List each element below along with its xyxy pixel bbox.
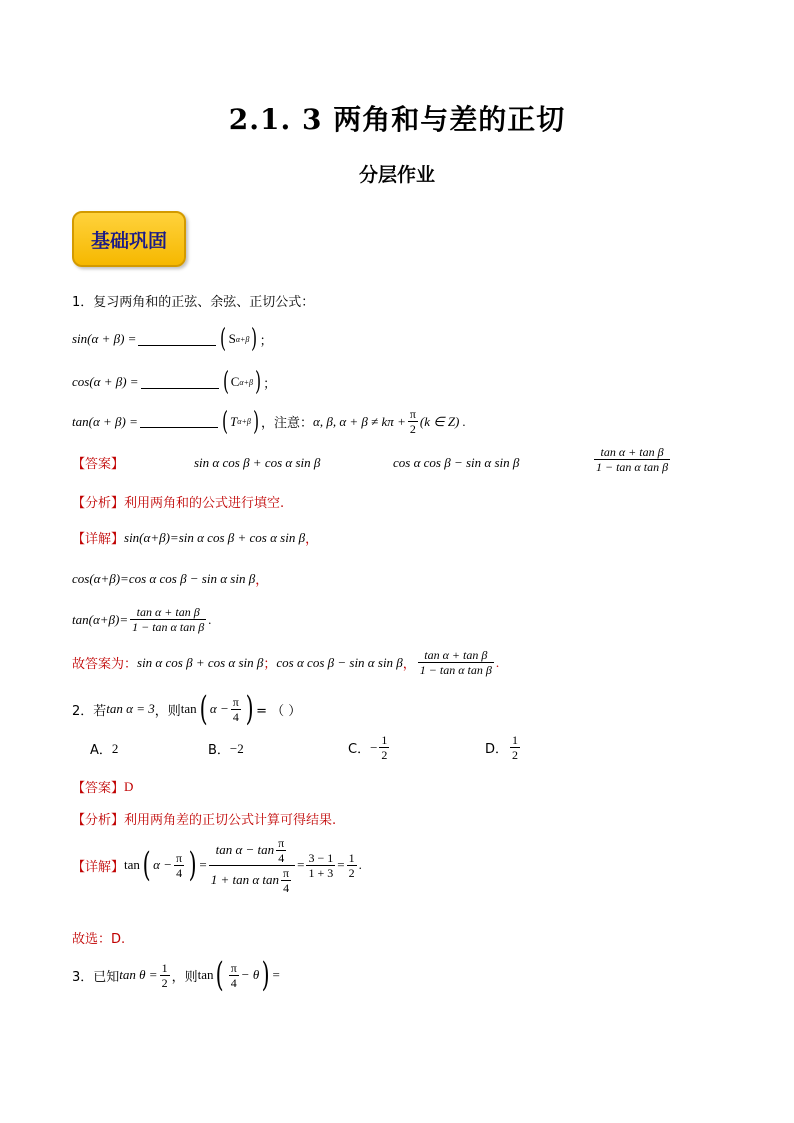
q2-stem: 2．若 tan α = 3 ，则 tan ( α − $\frac{\pi}{4}$ ) = （ ） (72, 689, 302, 729)
q1-row3-sub: α+β (237, 417, 251, 426)
page-title: 2.1. 3 两角和与差的正切 (228, 103, 566, 136)
q1-row1-semi: ； (259, 333, 273, 349)
q1-detail-eq3-frac: $\frac{\text{tan α + tan β}}{\text{1 − tan α tan β}}$ (132, 605, 205, 634)
q1-detail-3: tan(α+β)= $\frac{\text{tan α + tan β}}{\text{1 − tan α tan β}}$ . (72, 605, 212, 634)
page-subtitle: 分层作业 (358, 164, 435, 186)
q1-row2-blank (141, 376, 219, 389)
q1-detail-eq1: sin(α+β)=sin α cos β + cos α sin β (124, 529, 306, 545)
q1-final-1: sin α cos β + cos α sin β (137, 654, 264, 670)
q1-row3-tag: T (230, 413, 238, 429)
q1-analysis-label: 【分析】 (72, 496, 125, 511)
q1-detail-1: 【详解】 sin(α+β)=sin α cos β + cos α sin β ， (72, 529, 319, 547)
q1-row3-cond: α, β, α + β ≠ kπ + (313, 413, 406, 429)
q2-analysis (72, 809, 336, 828)
q2-conclusion (72, 928, 125, 947)
q3-stem: 3．已知 tan θ = $\frac{1}{2}$ ，则 tan ( $\frac{\pi}{4}$ − θ ) = (72, 955, 280, 995)
q2-stem-cond: tan α = 3 (106, 701, 155, 716)
q1-stem: 1．复习两角和的正弦、余弦、正切公式： (72, 295, 315, 310)
q1-row3-note: ，注意： (261, 416, 314, 431)
q1-row3: tan(α + β) = ( T α+β ) ，注意： α, β, α + β ≠ kπ + $\frac{\pi}{2}$ (k ∈ Z) . (72, 406, 466, 437)
q1-detail-2: cos(α+β)=cos α cos β − sin α sin β ， (72, 570, 269, 588)
q1-answer-row (72, 445, 692, 474)
q2-detail: 【详解】 tan ( α − $\frac{\pi}{4}$ ) = tan α − tan $\frac{\pi}{4}$ 1 + tan α tan $\frac{\pi}{4}$ = $\frac{3 - 1}{1 + 3}$ = $\frac{1}{2}$ . (72, 835, 362, 895)
q1-row2-sub: α+β (239, 377, 254, 387)
q1-row3-lhs: tan(α + β) = (72, 413, 138, 429)
q3-stem-cond: tan θ = (119, 967, 158, 982)
q1-row1-tag: S (228, 331, 236, 346)
q1-detail-eq2: cos(α+β)=cos α cos β − sin α sin β (72, 570, 256, 586)
q2-conclusion-text: 故选：D. (72, 932, 126, 947)
q2-answer (72, 777, 133, 796)
q2-stem-pre: 2．若 (72, 703, 107, 719)
q1-row3-frac: $\frac{\pi}{2}$ (409, 407, 416, 436)
q1-detail-label: 【详解】 (72, 532, 125, 547)
q1-analysis-text: 利用两角和的公式进行填空. (124, 496, 285, 511)
q2-answer-value: D (124, 778, 134, 794)
q1-detail-eq3-lhs: tan(α+β)= (72, 611, 129, 627)
q1-answer-label: 【答案】 (72, 457, 125, 472)
q2-detail-label: 【详解】 (72, 859, 125, 875)
q1-row1: sin(α + β) = ( S α+β ) ； (72, 324, 273, 354)
q1-final-2: cos α cos β − sin α sin β (276, 654, 403, 670)
q2-analysis-text: 利用两角差的正切公式计算可得结果. (124, 813, 337, 828)
q1-row2-semi: ； (263, 376, 277, 392)
q2-option-a[interactable]: A． 2 (90, 740, 119, 758)
q2-option-d[interactable]: D． $\frac{1}{2}$ (485, 733, 519, 762)
q1-final-label: 故答案为： (72, 657, 138, 672)
q1-row2: cos(α + β) = ( C α+β ) ； (72, 367, 277, 397)
q1-row1-lhs: sin(α + β) = (72, 331, 137, 346)
q1-final: 故答案为： sin α cos β + cos α sin β ； cos α cos β − sin α sin β ， $\frac{\text{tan α + tan β}}{\text{1 − tan α tan β}}$ . (72, 648, 500, 677)
q3-stem-pre: 3．已知 (72, 969, 120, 985)
q1-row1-sub: α+β (235, 334, 250, 344)
q2-option-c[interactable]: C． − $\frac{1}{2}$ (348, 733, 388, 762)
q2-detail-big-frac: tan α − tan $\frac{\pi}{4}$ 1 + tan α tan $\frac{\pi}{4}$ (209, 836, 295, 895)
section-badge: 基础巩固 (72, 211, 186, 267)
q1-answer-3: $\frac{\text{tan α + tan β}}{\text{1 − tan α tan β}}$ (596, 445, 669, 474)
q1-row2-tag: C (230, 374, 240, 389)
q2-analysis-label: 【分析】 (72, 813, 125, 828)
q1-final-3: $\frac{\text{tan α + tan β}}{\text{1 − tan α tan β}}$ (419, 648, 492, 677)
q1-row1-blank (138, 333, 216, 346)
q2-answer-label: 【答案】 (72, 781, 125, 796)
q1-row3-tail: (k ∈ Z) . (419, 413, 466, 429)
q1-row3-blank (140, 415, 218, 428)
q2-option-b[interactable]: B． −2 (208, 740, 244, 758)
q1-row2-lhs: cos(α + β) = (72, 374, 139, 389)
q1-answer-1: sin α cos β + cos α sin β (194, 454, 321, 470)
q1-answer-2: cos α cos β − sin α sin β (393, 454, 520, 470)
q1-analysis (72, 492, 284, 511)
q2-stem-frac: $\frac{\pi}{4}$ (232, 694, 239, 724)
